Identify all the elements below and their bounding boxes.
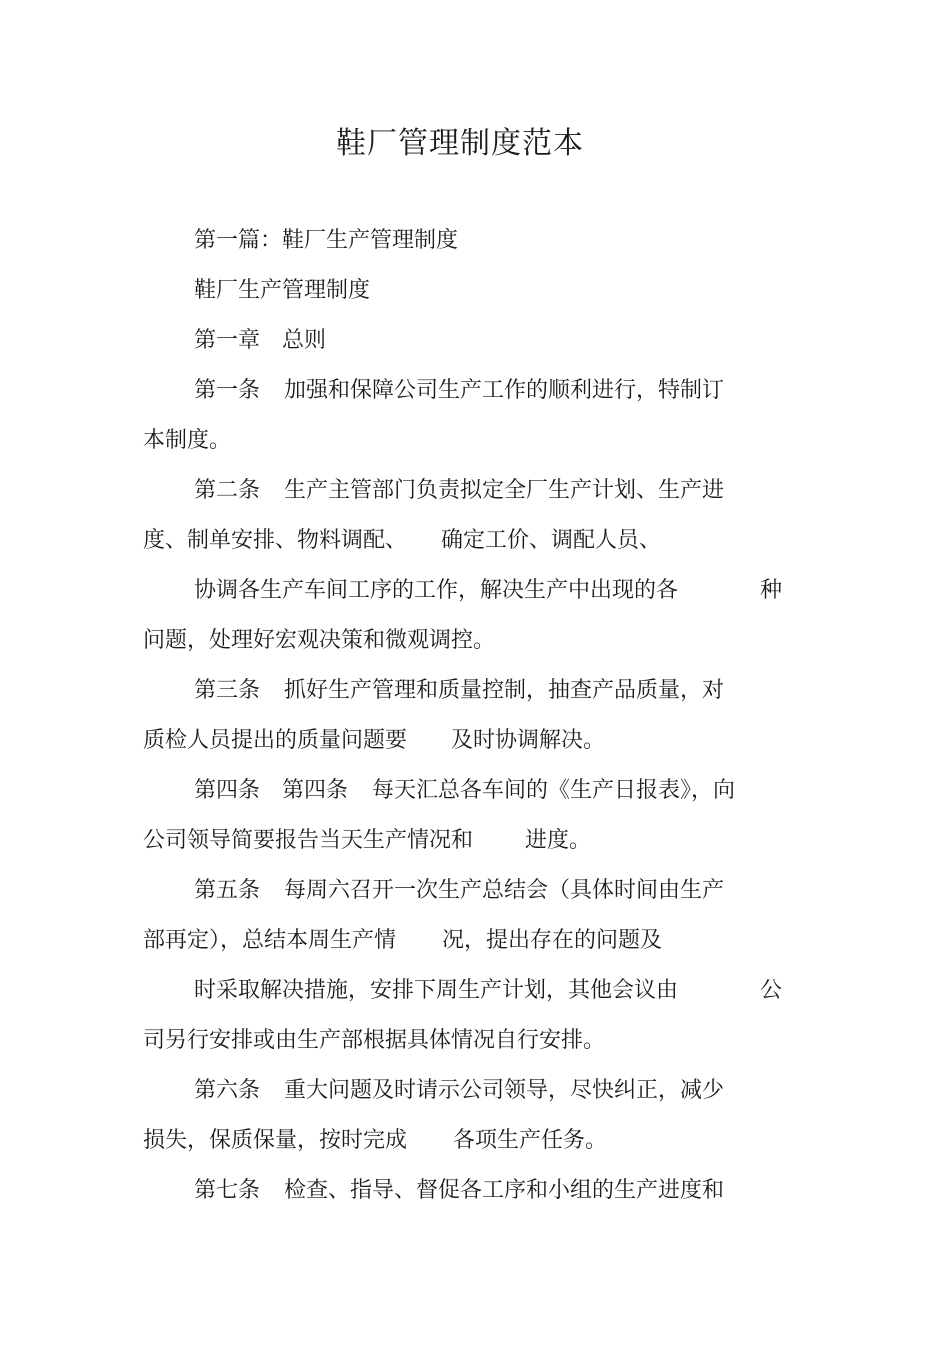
- line-text: 况，提出存在的问题及: [442, 928, 663, 953]
- line-text: 及时协调解决。: [451, 728, 606, 753]
- line-text: 部再定），总结本周生产情: [143, 928, 397, 953]
- body-line: [143, 426, 231, 456]
- chapter-heading: [194, 326, 326, 356]
- line-text: 每周六召开一次生产总结会（具体时间由生产: [284, 878, 725, 903]
- body-line: [143, 1026, 605, 1056]
- body-line: [143, 1126, 607, 1156]
- line-text: 第一篇：鞋厂生产管理制度: [194, 228, 459, 253]
- article-number: 第二条: [194, 478, 261, 503]
- body-line: [143, 926, 662, 956]
- body-line: [143, 626, 495, 656]
- line-text: 损失，保质保量，按时完成: [143, 1128, 408, 1153]
- line-text: 种: [760, 578, 783, 603]
- line-text: 公司领导简要报告当天生产情况和: [143, 828, 474, 853]
- article-line: [194, 376, 724, 406]
- line-text: 生产主管部门负责拟定全厂生产计划、生产进: [284, 478, 725, 503]
- chapter-number: 第一章: [194, 328, 261, 353]
- line-text: 每天汇总各车间的《生产日报表》，向: [372, 778, 736, 803]
- article-number: 第四条: [194, 778, 261, 803]
- article-number: 第四条: [282, 778, 349, 803]
- article-number: 第一条: [194, 378, 261, 403]
- article-line: [194, 876, 724, 906]
- body-line: [194, 976, 782, 1006]
- body-line: [143, 526, 661, 556]
- chapter-title: 总则: [282, 328, 327, 353]
- document-title: 鞋厂管理制度范本: [336, 126, 584, 161]
- body-line: [194, 576, 782, 606]
- body-line: [194, 226, 458, 256]
- line-text: 进度。: [525, 828, 592, 853]
- body-line: [143, 826, 591, 856]
- body-line: [143, 726, 605, 756]
- article-line: [194, 1176, 724, 1206]
- line-text: 协调各生产车间工序的工作，解决生产中出现的各: [194, 578, 679, 603]
- line-text: 公: [760, 978, 783, 1003]
- article-line: [194, 1076, 724, 1106]
- line-text: 本制度。: [143, 428, 232, 453]
- line-text: 司另行安排或由生产部根据具体情况自行安排。: [143, 1028, 606, 1053]
- line-text: 度、制单安排、物料调配、: [143, 528, 408, 553]
- line-text: 鞋厂生产管理制度: [194, 278, 371, 303]
- line-text: 问题，处理好宏观决策和微观调控。: [143, 628, 496, 653]
- line-text: 时采取解决措施，安排下周生产计划，其他会议由: [194, 978, 679, 1003]
- line-text: 检查、指导、督促各工序和小组的生产进度和: [284, 1178, 725, 1203]
- article-number: 第三条: [194, 678, 261, 703]
- line-text: 各项生产任务。: [453, 1128, 608, 1153]
- article-number: 第五条: [194, 878, 261, 903]
- line-text: 确定工价、调配人员、: [441, 528, 662, 553]
- article-line: [194, 676, 724, 706]
- line-text: 重大问题及时请示公司领导，尽快纠正，减少: [284, 1078, 725, 1103]
- line-text: 抓好生产管理和质量控制，抽查产品质量，对: [284, 678, 725, 703]
- article-line: [194, 476, 724, 506]
- article-number: 第七条: [194, 1178, 261, 1203]
- line-text: 加强和保障公司生产工作的顺利进行，特制订: [284, 378, 725, 403]
- body-line: [194, 276, 370, 306]
- line-text: 质检人员提出的质量问题要: [143, 728, 408, 753]
- article-line: [194, 776, 735, 806]
- article-number: 第六条: [194, 1078, 261, 1103]
